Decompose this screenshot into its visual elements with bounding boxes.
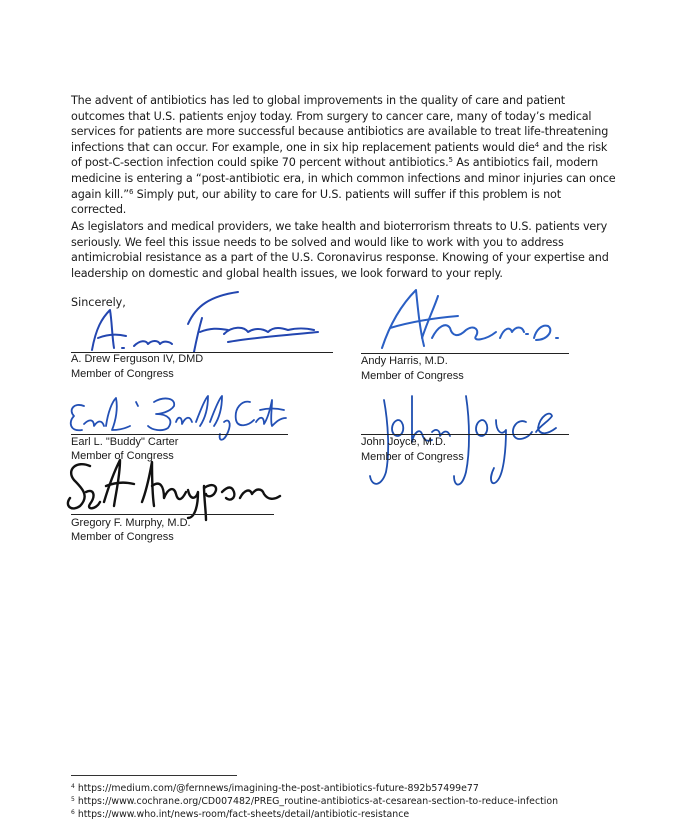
- paragraph-1-text-a: The advent of antibiotics has led to global improvements in the quality of care and patient outcomes that U.S. patients enjoy today. From surgery to cancer care, many of today’s medical services for patients are more successful because antibiotics are available to treat life-threatening infections that can occur. For example, one in six hip replacement patients would die: [71, 94, 609, 154]
- body-paragraph-1: [71, 93, 619, 218]
- footnote-divider: [71, 775, 237, 776]
- signer-name-murphy: Gregory F. Murphy, M.D.: [71, 517, 191, 529]
- signature-harris: [376, 284, 576, 354]
- footnotes: [71, 782, 558, 822]
- paragraph-1-text-d: Simply put, our ability to care for U.S. patients will suffer if this problem is not corrected.: [71, 187, 561, 217]
- signer-name-carter: Earl L. "Buddy" Carter: [71, 436, 179, 448]
- footnote-link-5[interactable]: https://www.cochrane.org/CD007482/PREG_routine-antibiotics-at-cesarean-section-to-reduce-infection: [77, 796, 559, 808]
- footnote-ref-5[interactable]: 5: [448, 156, 453, 165]
- footnote-5[interactable]: $^5$ https://www.cochrane.org/CD007482/PREG_routine-antibiotics-at-cesarean-section-to-reduce-infection: [71, 796, 559, 808]
- footnote-6[interactable]: $^6$ https://www.who.int/news-room/fact-sheets/detail/antibiotic-resistance: [71, 809, 410, 821]
- signer-name-joyce: John Joyce, M.D.: [361, 436, 446, 448]
- paragraph-1-text-b: and the risk of post-C-section infection could spike 70 percent without antibiotics.: [71, 140, 608, 170]
- footnote-link-4[interactable]: https://medium.com/@fernnews/imagining-the-post-antibiotics-future-892b57499e77: [77, 783, 479, 794]
- body-paragraph-2: As legislators and medical providers, we take health and bioterrorism threats to U.S. patients very seriously. We feel this issue needs to be solved and would like to work with you to address antimicrobial resistance as a part of the U.S. Coronavirus response. Knowing of your expertise and leadership on domestic and global health issues, we look forward to your reply.: [71, 220, 609, 280]
- signer-title-joyce: Member of Congress: [361, 451, 464, 463]
- paragraph-1-text-c: As antibiotics fail, modern medicine is entering a “post-antibiotic era, in which common infections and minor injuries can once again kill.”: [71, 156, 616, 201]
- footnote-link-6[interactable]: https://www.who.int/news-room/fact-sheets/detail/antibiotic-resistance: [77, 809, 410, 821]
- signer-title-murphy: Member of Congress: [71, 531, 174, 543]
- signer-name-ferguson: A. Drew Ferguson IV, DMD: [71, 353, 204, 365]
- signer-title-harris: Member of Congress: [361, 370, 464, 382]
- footnote-4[interactable]: $^4$ https://medium.com/@fernnews/imagining-the-post-antibiotics-future-892b57499e77: [71, 783, 479, 794]
- footnote-ref-6[interactable]: 6: [128, 187, 134, 196]
- salutation: Sincerely,: [71, 296, 126, 309]
- signer-name-harris: Andy Harris, M.D.: [361, 355, 448, 367]
- footnote-ref-4[interactable]: 4: [534, 140, 540, 149]
- signer-title-carter: Member of Congress: [71, 450, 174, 462]
- signature-ferguson: [78, 288, 328, 358]
- signer-title-ferguson: Member of Congress: [71, 368, 174, 380]
- signature-murphy: [60, 452, 286, 522]
